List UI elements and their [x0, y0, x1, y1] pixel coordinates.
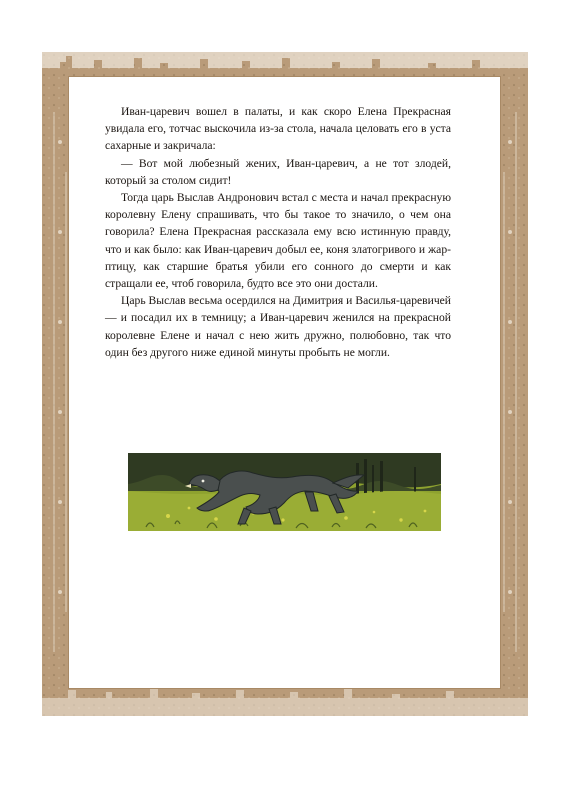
paragraph-1: Иван-царевич вошел в палаты, и как скоро Елена Прекрасная увидала его, тотчас выскочила из-за стола, начала целовать его в уста сахарные и закричала:: [105, 105, 451, 153]
wolf-meadow-icon: [128, 453, 441, 531]
paragraph-3: Тогда царь Выслав Андронович встал с места и начал прекрасную королевну Елену спрашивать, что бы такое то значило, о чем она говорила? Елена Прекрасная рассказала ему всю истинную правду, что и как было: как Иван-царевич добыл ее, коня златогривого и жар-птицу, как старшие братья убили его сонного до смерти и как стращали ее, чтоб говорила, будто все это они достали.: [105, 191, 451, 291]
page-content: [69, 77, 500, 688]
paragraph-2: — Вот мой любезный жених, Иван-царевич, а не тот злодей, который за столом сидит!: [105, 156, 451, 187]
paragraph-4: Царь Выслав весьма осердился на Димитрия и Василья-царевичей — и посадил их в темницу; а Иван-царевич женился на прекрасной королевне Елене и начал с нею жить дружно, полюбовно, так что один без другого ниже единой минуты пробыть не могли.: [105, 294, 451, 359]
wolf-illustration: [128, 453, 441, 531]
story-text: [105, 103, 451, 361]
ornamental-frame: [42, 52, 528, 716]
